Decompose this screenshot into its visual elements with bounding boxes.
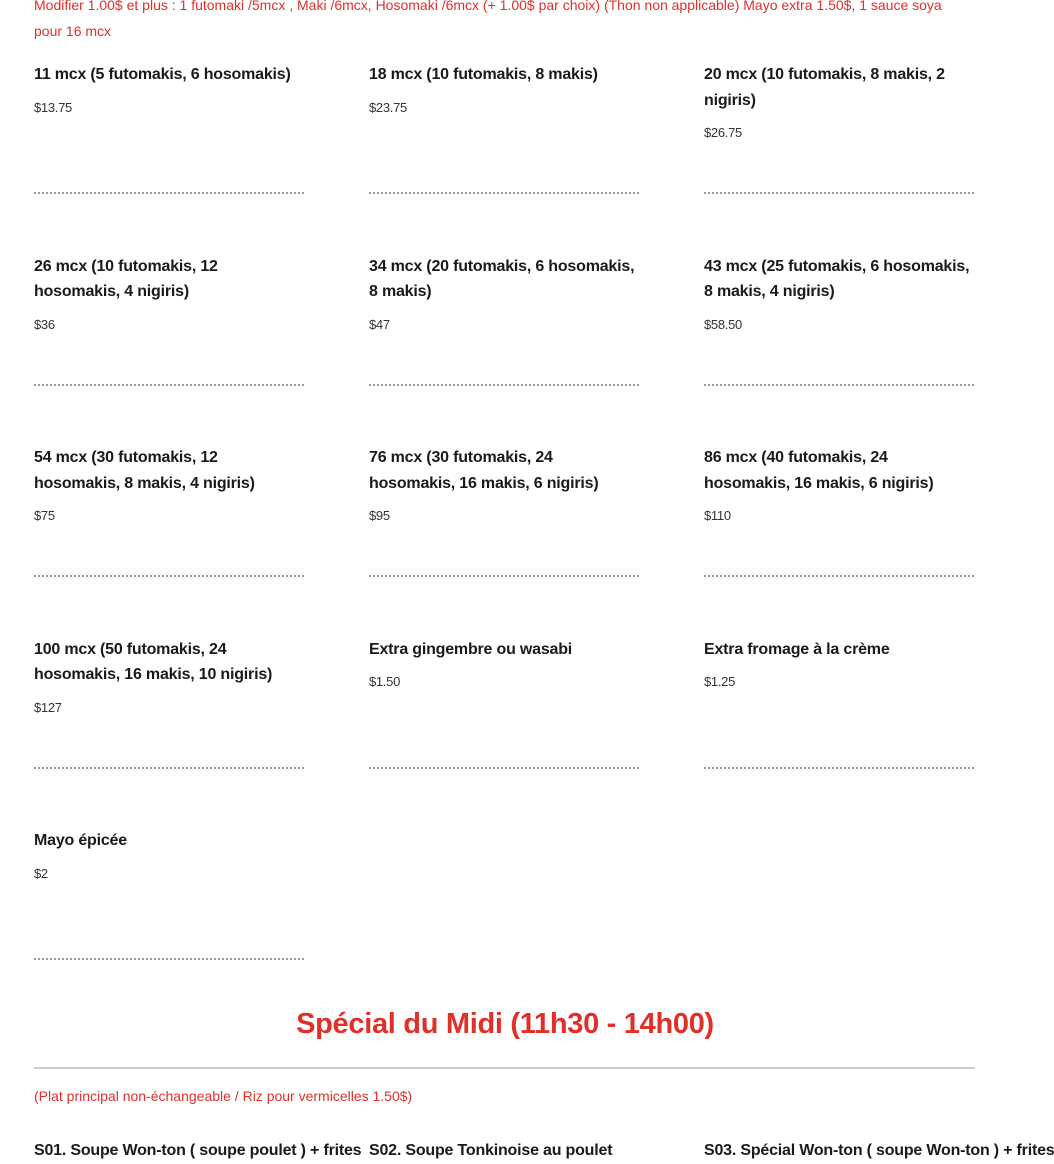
menu-item[interactable] xyxy=(369,62,639,254)
menu-item[interactable] xyxy=(34,254,304,446)
dotted-divider xyxy=(704,565,974,577)
menu-item[interactable] xyxy=(369,637,639,829)
dotted-divider xyxy=(369,374,639,386)
menu-item[interactable] xyxy=(704,445,974,637)
item-price: $26.75 xyxy=(704,125,742,140)
item-name: 100 mcx (50 futomakis, 24 hosomakis, 16 makis, 10 nigiris) xyxy=(34,640,273,683)
item-price: $1.50 xyxy=(369,674,401,689)
item-name: S01. Soupe Won-ton ( soupe poulet ) + frites xyxy=(34,1142,362,1159)
menu-item[interactable] xyxy=(34,637,304,829)
dotted-divider xyxy=(34,374,304,386)
item-name: S02. Soupe Tonkinoise au poulet xyxy=(369,1142,613,1159)
item-name: 76 mcx (30 futomakis, 24 hosomakis, 16 makis, 6 nigiris) xyxy=(369,449,599,492)
item-name: 43 mcx (25 futomakis, 6 hosomakis, 8 makis, 4 nigiris) xyxy=(704,257,970,300)
item-name: 11 mcx (5 futomakis, 6 hosomakis) xyxy=(34,66,291,83)
menu-item[interactable] xyxy=(34,445,304,637)
section-divider xyxy=(34,1067,975,1069)
lunch-items-row xyxy=(34,1138,1054,1164)
dotted-divider xyxy=(34,948,304,960)
menu-item[interactable] xyxy=(369,1138,639,1164)
menu-item[interactable] xyxy=(369,254,639,446)
dotted-divider xyxy=(704,374,974,386)
item-name: S03. Spécial Won-ton ( soupe Won-ton ) + frites xyxy=(704,1142,1054,1159)
item-price: $2 xyxy=(34,865,48,881)
item-price: $58.50 xyxy=(704,316,742,332)
menu-item[interactable] xyxy=(704,637,974,829)
item-name: 54 mcx (30 futomakis, 12 hosomakis, 8 makis, 4 nigiris) xyxy=(34,449,255,492)
item-price: $13.75 xyxy=(34,99,72,115)
item-price: $110 xyxy=(704,508,731,523)
dotted-divider xyxy=(369,565,639,577)
menu-items-grid xyxy=(34,62,974,1020)
menu-item[interactable] xyxy=(704,254,974,446)
item-name: Extra fromage à la crème xyxy=(704,640,890,658)
dotted-divider xyxy=(369,757,639,769)
item-price: $23.75 xyxy=(369,99,407,115)
item-price: $1.25 xyxy=(704,674,736,689)
item-price: $127 xyxy=(34,699,62,715)
modifier-note: Modifier 1.00$ et plus : 1 futomaki /5mcx , Maki /6mcx, Hosomaki /6mcx (+ 1.00$ par choix) (Thon non applicable) Mayo extra 1.50$, 1 sauce soya pour 16 mcx xyxy=(34,0,942,39)
dotted-divider xyxy=(34,182,304,194)
menu-item[interactable] xyxy=(704,62,974,254)
dotted-divider xyxy=(369,182,639,194)
menu-item[interactable] xyxy=(34,828,304,1020)
menu-item[interactable] xyxy=(704,1138,1054,1164)
section-title: Spécial du Midi (11h30 - 14h00) xyxy=(296,1008,714,1040)
item-name: 26 mcx (10 futomakis, 12 hosomakis, 4 nigiris) xyxy=(34,257,218,300)
dotted-divider xyxy=(704,757,974,769)
menu-item[interactable] xyxy=(369,445,639,637)
dotted-divider xyxy=(704,182,974,194)
dotted-divider xyxy=(34,565,304,577)
item-price: $75 xyxy=(34,508,55,523)
dotted-divider xyxy=(34,757,304,769)
item-name: 18 mcx (10 futomakis, 8 makis) xyxy=(369,66,598,83)
item-name: 20 mcx (10 futomakis, 8 makis, 2 nigiris) xyxy=(704,66,945,109)
item-name: Extra gingembre ou wasabi xyxy=(369,640,573,658)
item-name: 34 mcx (20 futomakis, 6 hosomakis, 8 makis) xyxy=(369,257,635,300)
menu-item[interactable] xyxy=(34,1138,362,1164)
menu-item[interactable] xyxy=(34,62,304,254)
item-price: $36 xyxy=(34,316,55,332)
item-name: 86 mcx (40 futomakis, 24 hosomakis, 16 makis, 6 nigiris) xyxy=(704,449,934,492)
item-price: $47 xyxy=(369,316,390,332)
item-name: Mayo épicée xyxy=(34,832,127,849)
item-price: $95 xyxy=(369,508,390,523)
section-note: (Plat principal non-échangeable / Riz pour vermicelles 1.50$) xyxy=(34,1088,413,1104)
